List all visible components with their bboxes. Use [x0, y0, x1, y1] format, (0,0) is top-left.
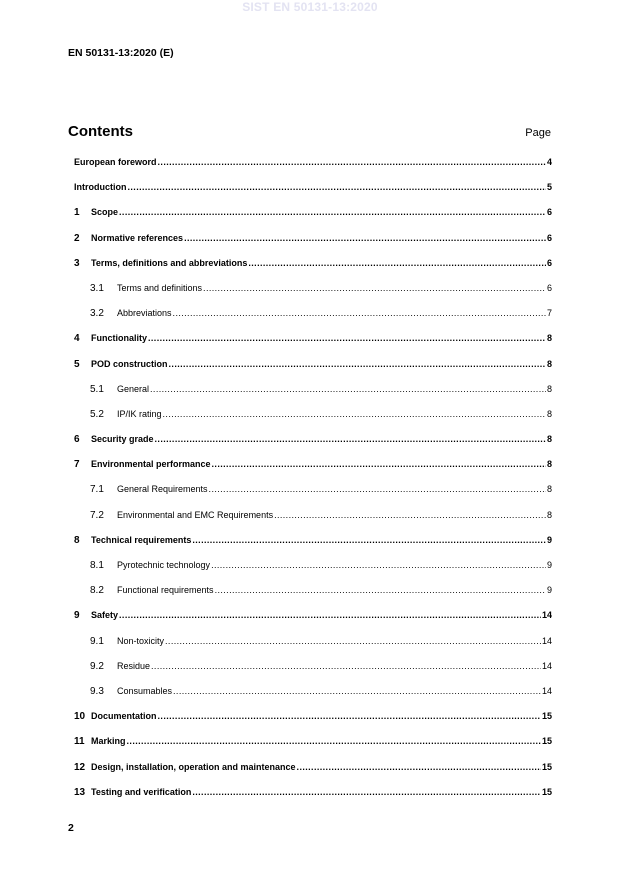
toc-entry[interactable] — [74, 560, 552, 585]
toc-entry-title: Residue — [117, 660, 151, 671]
toc-entry-number: 3.2 — [90, 308, 104, 320]
dot-leader — [127, 736, 541, 746]
toc-entry-title: General — [117, 383, 150, 394]
toc-entry[interactable] — [74, 661, 552, 686]
toc-entry[interactable] — [74, 459, 552, 484]
toc-entry-title: Technical requirements — [91, 534, 192, 545]
toc-entry-title: Normative references — [91, 232, 184, 243]
toc-entry-number: 8 — [74, 534, 80, 546]
dot-leader — [158, 157, 546, 167]
toc-entry-number: 6 — [74, 434, 80, 446]
toc-entry-title: Pyrotechnic technology — [117, 560, 211, 570]
toc-entry-title: IP/IK rating — [117, 408, 162, 419]
toc-entry[interactable] — [74, 233, 552, 258]
toc-entry-number: 5 — [74, 358, 80, 370]
toc-entry-page: 14 — [541, 660, 552, 671]
page-column-label: Page — [525, 127, 551, 139]
toc-entry-page: 7 — [546, 308, 552, 319]
toc-entry-page: 6 — [546, 257, 552, 268]
toc-entry[interactable] — [74, 636, 552, 661]
toc-entry[interactable] — [74, 207, 552, 232]
toc-entry-page: 14 — [541, 610, 552, 621]
dot-leader — [163, 409, 546, 419]
toc-entry-title: Abbreviations — [117, 308, 172, 319]
toc-entry-page: 9 — [546, 534, 552, 545]
toc-entry[interactable] — [74, 610, 552, 635]
dot-leader — [209, 484, 546, 494]
dot-leader — [173, 686, 541, 696]
toc-entry[interactable] — [74, 333, 552, 358]
dot-leader — [215, 585, 546, 595]
toc-entry-title: Marking — [91, 736, 126, 747]
dot-leader — [192, 535, 546, 545]
toc-entry[interactable] — [74, 308, 552, 333]
dot-leader — [212, 459, 546, 469]
dot-leader — [203, 283, 546, 293]
toc-entry-page: 14 — [541, 635, 552, 646]
toc-entry-page: 8 — [546, 358, 552, 369]
toc-entry-number: 9.2 — [90, 660, 104, 672]
toc-entry-title: Functionality — [91, 333, 147, 344]
toc-entry-title: Scope — [91, 207, 119, 218]
toc-entry-title: Introduction — [74, 182, 127, 193]
toc-entry-title: Terms and definitions — [117, 282, 203, 293]
toc-entry-title: Non-toxicity — [117, 635, 165, 646]
toc-entry[interactable] — [74, 535, 552, 560]
toc-entry-page: 4 — [546, 157, 552, 167]
dot-leader — [158, 711, 541, 721]
toc-entry-number: 9.3 — [90, 685, 104, 697]
toc-entry-number: 2 — [74, 232, 80, 244]
watermark-text: SIST EN 50131-13:2020 — [242, 0, 378, 14]
toc-entry[interactable] — [74, 359, 552, 384]
toc-entry-page: 6 — [546, 232, 552, 243]
toc-entry-number: 12 — [74, 761, 86, 773]
dot-leader — [119, 610, 541, 620]
toc-entry-number: 7.2 — [90, 509, 104, 521]
toc-entry-page: 8 — [546, 434, 552, 445]
toc-entry[interactable] — [74, 258, 552, 283]
toc-entry-page: 8 — [546, 383, 552, 394]
toc-entry-page: 9 — [546, 560, 552, 570]
toc-entry-page: 15 — [541, 761, 552, 772]
toc-entry-page: 8 — [546, 333, 552, 344]
document-id: EN 50131-13:2020 (E) — [68, 47, 174, 59]
dot-leader — [173, 308, 546, 318]
page-number: 2 — [68, 822, 74, 834]
toc-entry-title: POD construction — [91, 358, 168, 369]
toc-entry-number: 9.1 — [90, 635, 104, 647]
dot-leader — [248, 258, 546, 268]
toc-entry-title: European foreword — [74, 157, 157, 167]
toc-entry-number: 10 — [74, 711, 86, 723]
dot-leader — [151, 661, 541, 671]
toc-entry-title: Terms, definitions and abbreviations — [91, 257, 248, 268]
toc-entry-page: 9 — [546, 585, 552, 596]
toc-entry-number: 3 — [74, 257, 80, 269]
toc-entry-number: 9 — [74, 610, 80, 622]
dot-leader — [119, 207, 546, 217]
toc-entry[interactable] — [74, 510, 552, 535]
toc-entry[interactable] — [74, 409, 552, 434]
toc-entry[interactable] — [74, 283, 552, 308]
toc-entry-number: 8.2 — [90, 585, 104, 597]
dot-leader — [211, 560, 546, 570]
toc-entry[interactable] — [74, 434, 552, 459]
toc-entry-number: 5.2 — [90, 408, 104, 420]
toc-entry-title: Design, installation, operation and maintenance — [91, 761, 296, 772]
toc-entry[interactable] — [74, 585, 552, 610]
dot-leader — [297, 762, 541, 772]
dot-leader — [128, 182, 546, 192]
toc-entry[interactable] — [74, 384, 552, 409]
toc-entry-page: 5 — [546, 182, 552, 193]
dot-leader — [150, 384, 546, 394]
table-of-contents — [74, 157, 552, 812]
toc-entry-number: 3.1 — [90, 282, 104, 294]
toc-entry-number: 4 — [74, 333, 80, 345]
toc-entry[interactable] — [74, 157, 552, 182]
contents-heading: Contents — [68, 123, 133, 140]
toc-entry-number: 11 — [74, 736, 85, 748]
dot-leader — [184, 233, 546, 243]
toc-entry-title: Security grade — [91, 434, 154, 445]
toc-entry[interactable] — [74, 182, 552, 207]
toc-entry-number: 5.1 — [90, 383, 104, 395]
dot-leader — [165, 636, 541, 646]
dot-leader — [155, 434, 546, 444]
toc-entry-title: Documentation — [91, 711, 157, 722]
toc-entry-title: Functional requirements — [117, 585, 214, 596]
toc-entry[interactable] — [74, 484, 552, 509]
toc-entry-page: 8 — [546, 509, 552, 520]
dot-leader — [148, 333, 546, 343]
toc-entry-page: 8 — [546, 408, 552, 419]
toc-entry-number: 7.1 — [90, 484, 104, 496]
toc-entry[interactable] — [74, 686, 552, 711]
toc-entry-page: 8 — [546, 459, 552, 470]
toc-entry-page: 6 — [546, 282, 552, 293]
toc-entry-page: 15 — [541, 786, 552, 797]
toc-entry-number: 7 — [74, 459, 80, 471]
toc-entry-page: 14 — [541, 685, 552, 696]
toc-entry-page: 15 — [541, 711, 552, 722]
toc-entry-number: 13 — [74, 786, 86, 798]
toc-entry-number: 1 — [74, 207, 80, 219]
toc-entry-title: Consumables — [117, 685, 173, 696]
toc-entry[interactable] — [74, 736, 552, 761]
dot-leader — [274, 510, 546, 520]
toc-entry-title: Safety — [91, 610, 119, 621]
toc-entry-title: Environmental and EMC Requirements — [117, 509, 274, 520]
toc-entry-title: Testing and verification — [91, 786, 192, 797]
toc-entry[interactable] — [74, 711, 552, 736]
toc-entry-title: Environmental performance — [91, 459, 211, 470]
toc-entry[interactable] — [74, 762, 552, 787]
toc-entry-page: 6 — [546, 207, 552, 218]
dot-leader — [192, 787, 541, 797]
dot-leader — [169, 359, 546, 369]
toc-entry-number: 8.1 — [90, 560, 104, 571]
toc-entry[interactable] — [74, 787, 552, 812]
toc-entry-title: General Requirements — [117, 484, 208, 495]
toc-entry-page: 15 — [541, 736, 552, 747]
toc-entry-page: 8 — [546, 484, 552, 495]
